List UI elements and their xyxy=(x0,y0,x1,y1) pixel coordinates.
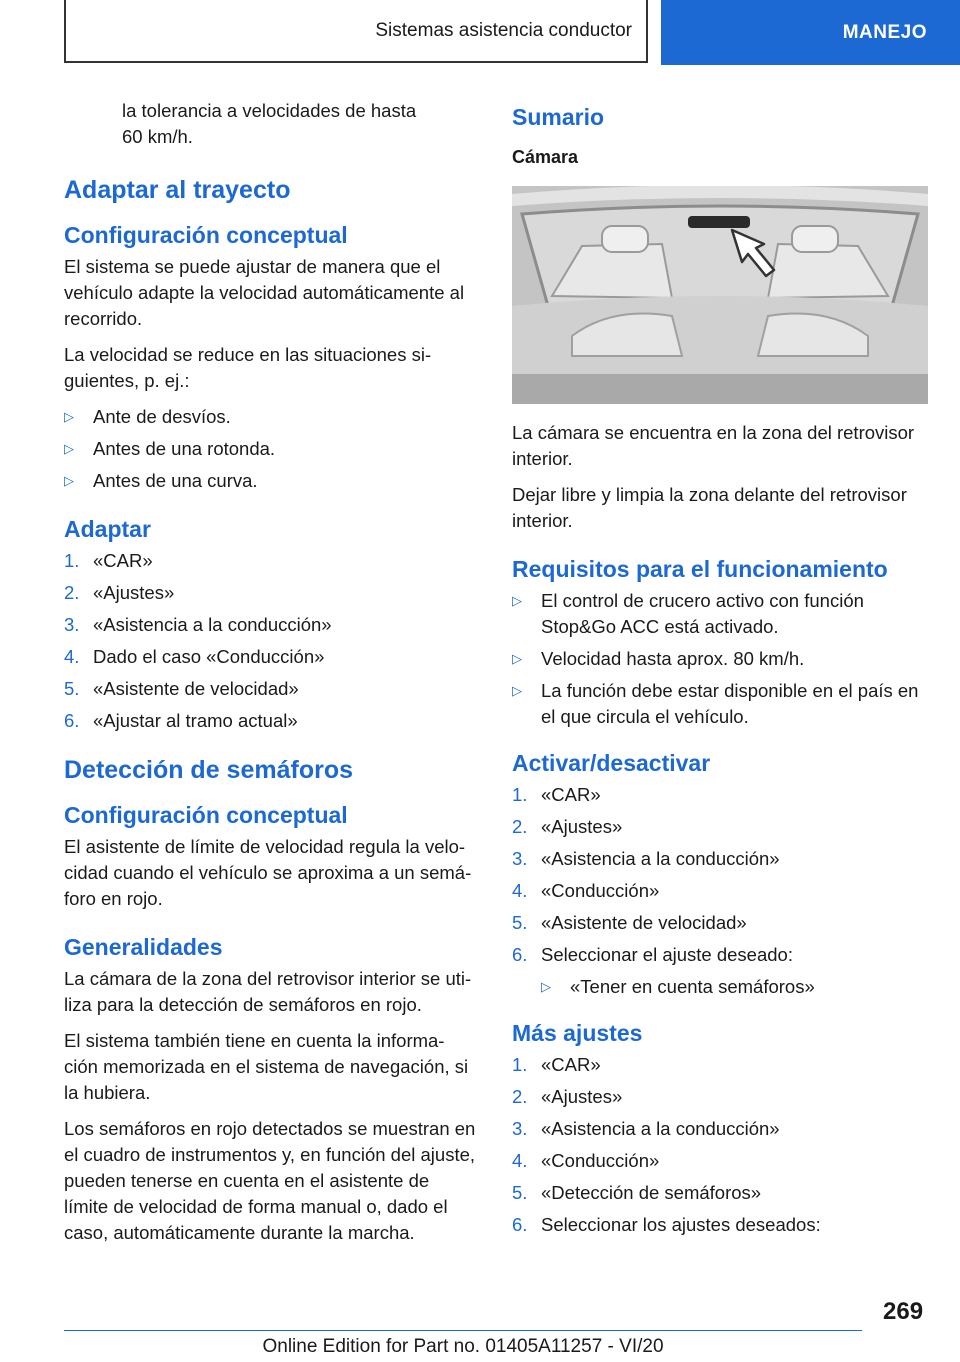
paragraph-1: El sistema se puede ajustar de manera que el vehículo adapte la velocidad automáticamente al recorrido. xyxy=(64,256,465,329)
list-item: 3. «Asistencia a la conducción» xyxy=(512,848,780,869)
list-item: 1. «CAR» xyxy=(512,784,601,805)
list-item: ▷ El control de crucero activo con función Stop&Go ACC está activado. xyxy=(512,588,932,640)
bullet-icon: ▷ xyxy=(512,651,522,666)
bullet-icon: ▷ xyxy=(64,409,74,424)
list-item: 5. «Asistente de velocidad» xyxy=(512,912,747,933)
list-item: ▷ Ante de desvíos. xyxy=(64,404,476,430)
list-item: 3. «Asistencia a la conducción» xyxy=(64,614,332,635)
paragraph-camara-1: La cámara se encuentra en la zona del retrovisor interior. xyxy=(512,422,915,469)
page-number: 269 xyxy=(883,1298,924,1325)
heading-adaptar-trayecto: Adaptar al trayecto xyxy=(64,176,291,204)
heading-configuracion-1: Configuración conceptual xyxy=(64,222,348,248)
bullet-icon: ▷ xyxy=(64,441,74,456)
list-item: 2. «Ajustes» xyxy=(512,816,623,837)
paragraph-6: Los semáforos en rojo detectados se muestran en el cuadro de instrumentos y, en función del ajuste, pueden tenerse en cuenta en el asistente de límite de velocidad de forma manual o, dado el caso, automáticamente durante la marcha. xyxy=(64,1118,476,1243)
bullet-icon: ▷ xyxy=(512,593,522,608)
steps-mas-ajustes xyxy=(512,1052,932,1238)
car-interior-illustration xyxy=(512,186,928,404)
heading-camara: Cámara xyxy=(512,147,579,167)
list-item: ▷ Antes de una rotonda. xyxy=(64,436,476,462)
footer-edition: Online Edition for Part no. 01405A11257 - VI/20 xyxy=(262,1336,664,1357)
paragraph-2: La velocidad se reduce en las situaciones si-guientes, p. ej.: xyxy=(64,344,432,391)
heading-sumario: Sumario xyxy=(512,104,605,130)
heading-adaptar: Adaptar xyxy=(64,516,151,542)
bullet-list-situaciones xyxy=(64,404,476,494)
bullet-list-requisitos xyxy=(512,588,932,730)
camera-location-image xyxy=(512,186,928,404)
bullet-icon: ▷ xyxy=(512,683,522,698)
right-column xyxy=(512,98,932,1246)
heading-configuracion-2: Configuración conceptual xyxy=(64,802,348,828)
heading-deteccion-semaforos: Detección de semáforos xyxy=(64,756,353,784)
header-chapter-tab xyxy=(661,0,960,65)
steps-activar xyxy=(512,782,932,1000)
list-item: 2. «Ajustes» xyxy=(512,1086,623,1107)
heading-activar-desactivar: Activar/desactivar xyxy=(512,750,711,776)
list-item: 6. «Ajustar al tramo actual» xyxy=(64,710,298,731)
list-item: 5. «Detección de semáforos» xyxy=(512,1182,762,1203)
list-item: 2. «Ajustes» xyxy=(64,582,175,603)
list-item: 1. «CAR» xyxy=(64,550,153,571)
list-item: 6. Seleccionar el ajuste deseado: xyxy=(512,944,793,965)
footer-divider xyxy=(64,1330,862,1331)
list-item: ▷ Antes de una curva. xyxy=(64,468,476,494)
paragraph-4: La cámara de la zona del retrovisor interior se uti-liza para la detección de semáforos en rojo. xyxy=(64,968,472,1015)
header-chapter-title: MANEJO xyxy=(842,21,927,43)
list-item: 5. «Asistente de velocidad» xyxy=(64,678,299,699)
heading-generalidades: Generalidades xyxy=(64,934,223,960)
list-item: 4. «Conducción» xyxy=(512,1150,660,1171)
paragraph-5: El sistema también tiene en cuenta la informa-ción memorizada en el sistema de navegación, si la hubiera. xyxy=(64,1030,469,1103)
paragraph-camara-2: Dejar libre y limpia la zona delante del retrovisor interior. xyxy=(512,484,907,531)
steps-adaptar xyxy=(64,548,476,734)
bullet-icon: ▷ xyxy=(541,979,551,994)
paragraph-3: El asistente de límite de velocidad regula la velo-cidad cuando el vehículo se aproxima a un semá-foro en rojo. xyxy=(64,836,472,909)
list-item: 4. «Conducción» xyxy=(512,880,660,901)
header-section-box xyxy=(64,0,648,63)
heading-requisitos: Requisitos para el funcionamiento xyxy=(512,556,888,582)
list-item: ▷ La función debe estar disponible en el país en el que circula el vehículo. xyxy=(512,678,932,730)
intro-text: la tolerancia a velocidades de hasta 60 km/h. xyxy=(122,100,417,147)
bullet-icon: ▷ xyxy=(64,473,74,488)
left-column xyxy=(64,98,476,1256)
list-item: 4. Dado el caso «Conducción» xyxy=(64,646,325,667)
header-section-title: Sistemas asistencia conductor xyxy=(375,19,632,41)
heading-mas-ajustes: Más ajustes xyxy=(512,1020,643,1046)
list-item: 3. «Asistencia a la conducción» xyxy=(512,1118,780,1139)
list-item: 6. Seleccionar los ajustes deseados: xyxy=(512,1214,821,1235)
list-item: 1. «CAR» xyxy=(512,1054,601,1075)
list-item: ▷ «Tener en cuenta semáforos» xyxy=(541,974,932,1000)
list-item: ▷ Velocidad hasta aprox. 80 km/h. xyxy=(512,646,932,672)
